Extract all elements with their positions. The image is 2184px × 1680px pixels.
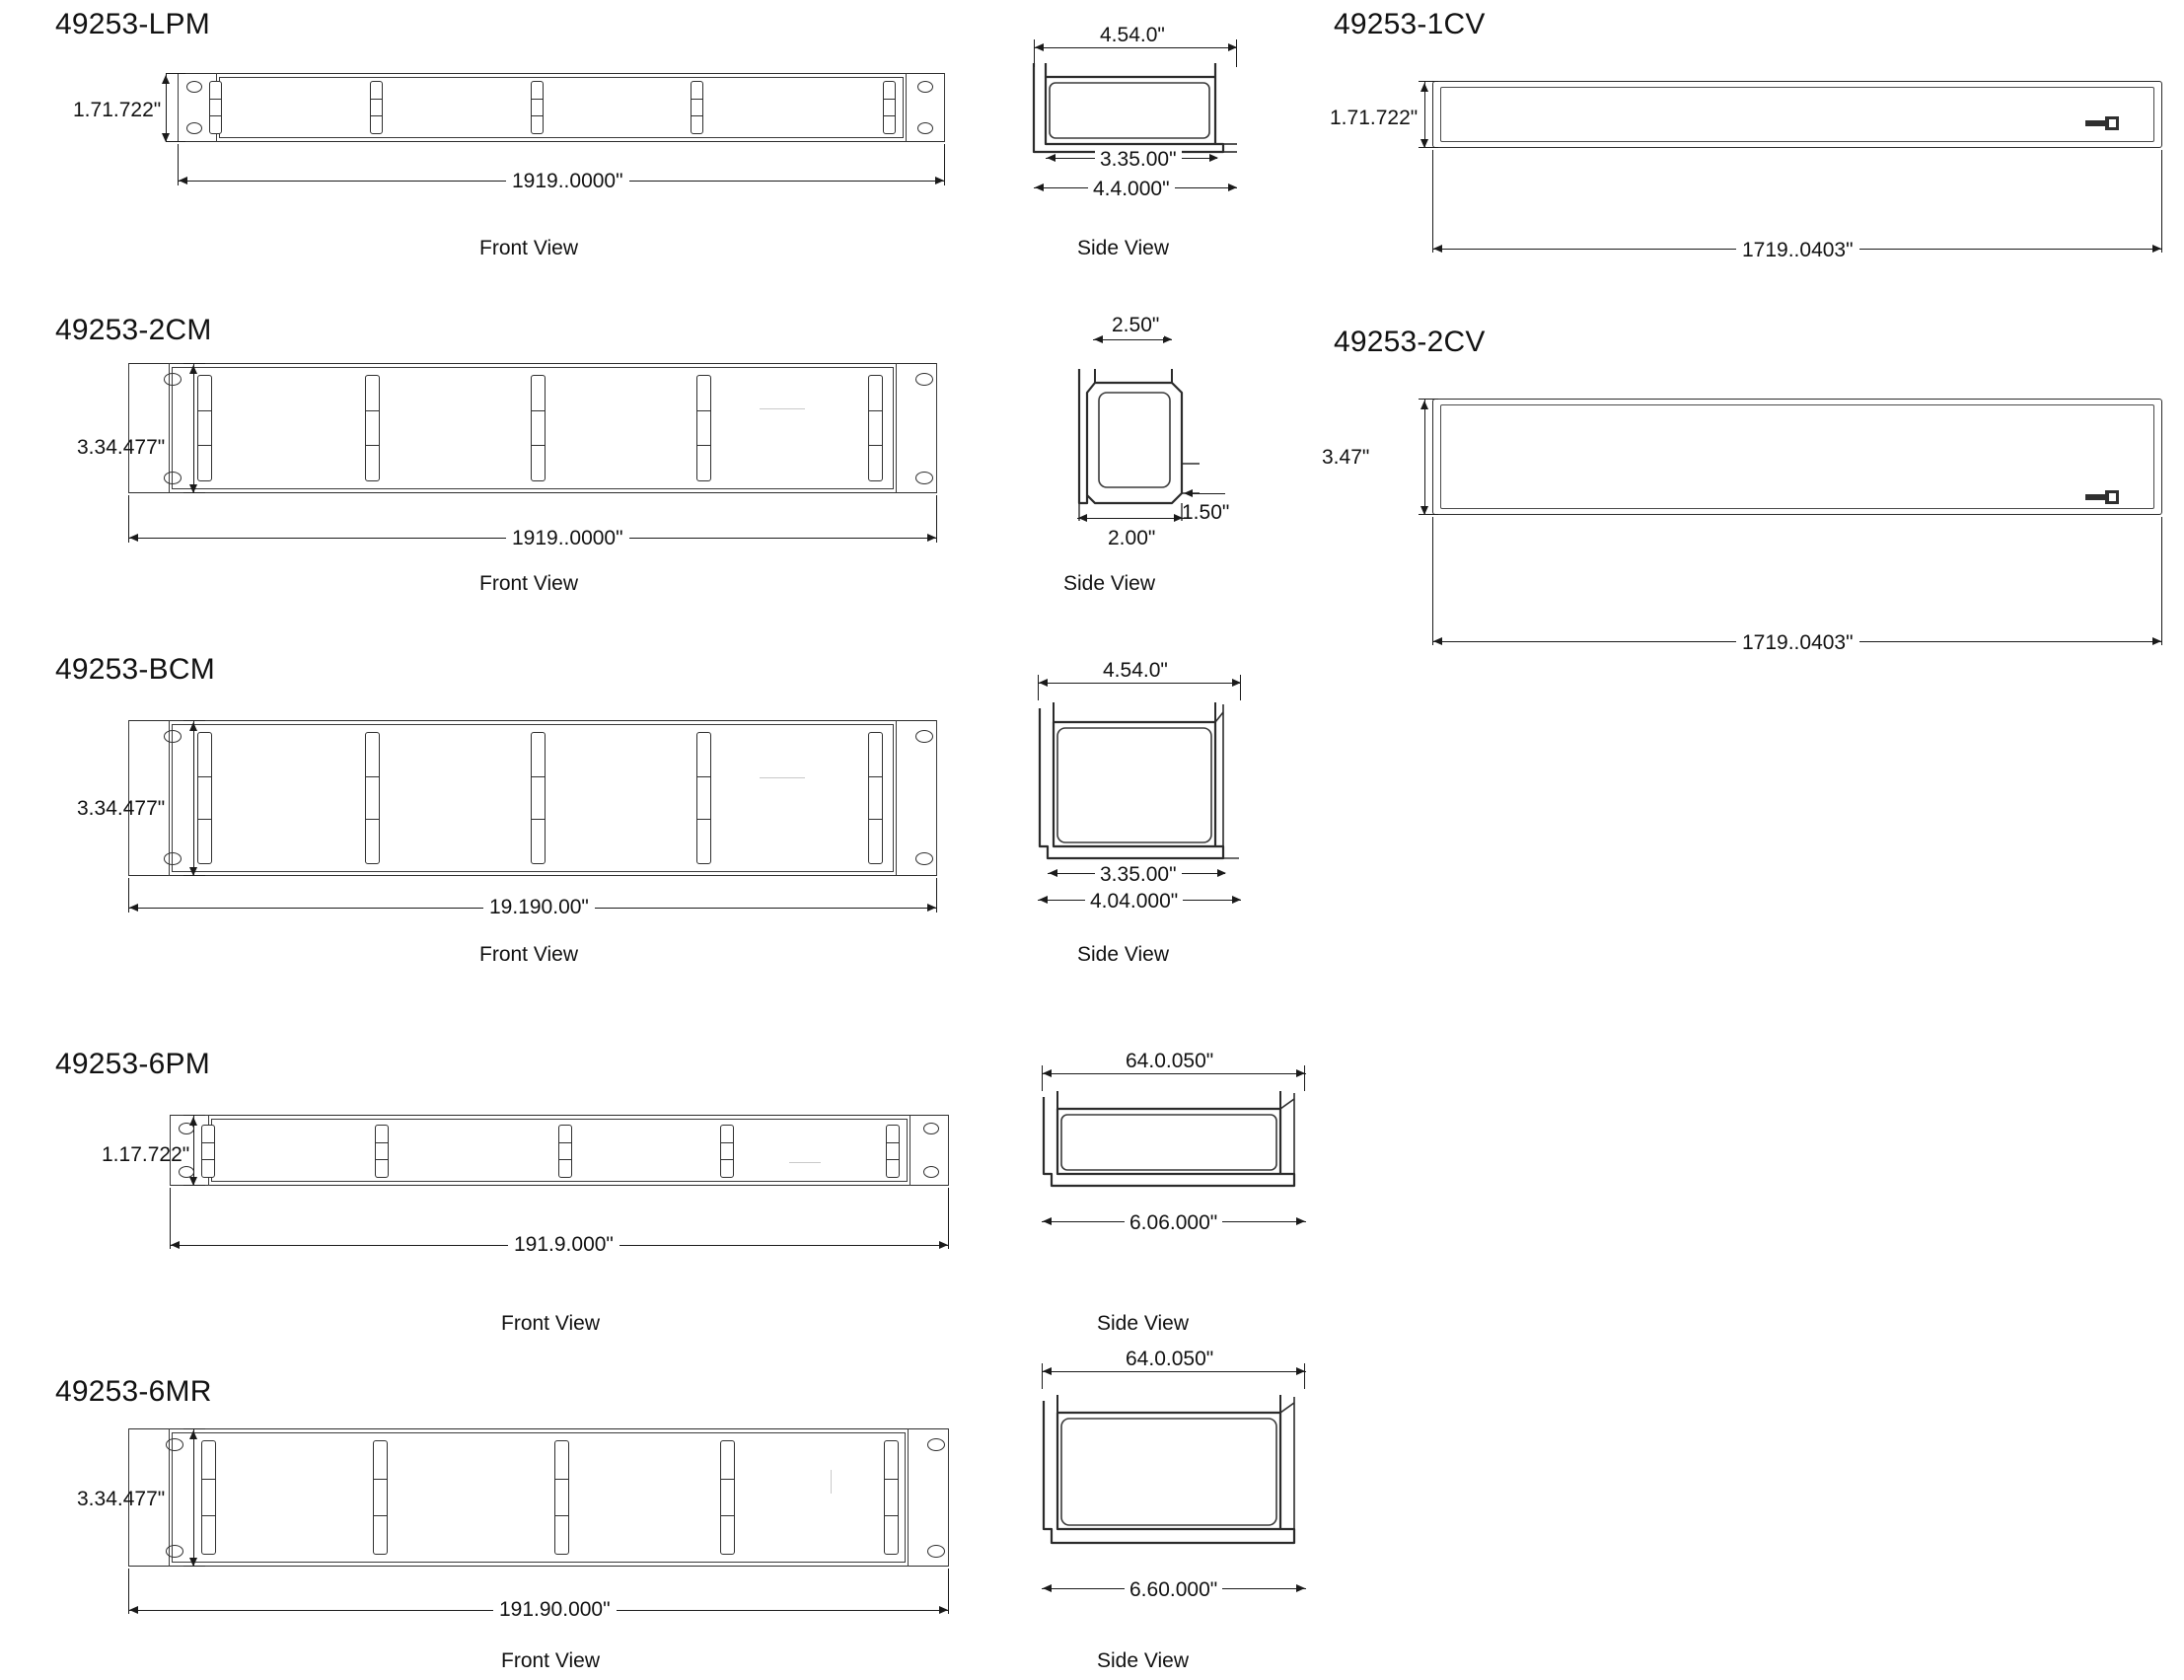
cable-slot [886, 1125, 900, 1178]
mount-hole [917, 81, 933, 93]
cable-slot [868, 375, 883, 481]
mount-hole [915, 472, 933, 484]
cable-slot [720, 1125, 734, 1178]
drawing-title-6pm: 49253-6PM [55, 1048, 210, 1080]
mount-hole [927, 1438, 945, 1451]
drawing-title-lpm: 49253-LPM [55, 8, 210, 40]
mount-hole [186, 81, 202, 93]
view-label-side-2cm: Side View [1063, 572, 1156, 595]
cable-slot [691, 81, 703, 134]
drawing-title-2cm: 49253-2CM [55, 314, 212, 346]
view-label-front-lpm: Front View [479, 237, 578, 259]
mount-hole [923, 1123, 939, 1134]
drawing-title-bcm: 49253-BCM [55, 653, 215, 686]
drawing-sheet: 49253-LPM 1.71.722" 1919..0000" Front View 4.54.0" 3.35.00" 4.4.000" Side View 49253-1CV 1.71.722" 1719..0403" 49253-2CM 3.34.477" 1919..0000" Front View 2.50" 1.50" 2.00" Side View 49253-2CV 3.47" 1719..0403" 49253-BCM 3.34.477" 19.190.00" Front View 4.54.0" 3.35.00" 4.04.000" Side View 49253-6PM 1.17.722" 191.9.000" Front View 64.0.050" 6.06.000" Side View 49253-6MR 3.34.477" 191.90.000" Front View 64.0.050" 6.60.000" Side View [0, 0, 2184, 1680]
cable-slot [531, 732, 546, 864]
cable-slot [373, 1440, 388, 1555]
view-label-side-bcm: Side View [1077, 943, 1170, 966]
cable-slot [370, 81, 383, 134]
cable-slot [531, 375, 546, 481]
mount-hole [923, 1166, 939, 1178]
view-label-side-6mr: Side View [1097, 1649, 1190, 1672]
mount-hole [927, 1545, 945, 1558]
mount-hole [917, 122, 933, 134]
cable-slot [197, 732, 212, 864]
cable-slot [209, 81, 222, 134]
view-label-front-6mr: Front View [501, 1649, 600, 1672]
mount-hole [186, 122, 202, 134]
cable-slot [197, 375, 212, 481]
cable-slot [554, 1440, 569, 1555]
cable-slot [884, 1440, 899, 1555]
view-label-front-bcm: Front View [479, 943, 578, 966]
cable-slot [201, 1125, 215, 1178]
drawing-title-2cv: 49253-2CV [1334, 326, 1486, 358]
mount-hole [915, 373, 933, 386]
cable-slot [531, 81, 544, 134]
cable-slot [558, 1125, 572, 1178]
cable-slot [696, 732, 711, 864]
cable-slot [365, 375, 380, 481]
cable-slot [696, 375, 711, 481]
view-label-side-6pm: Side View [1097, 1312, 1190, 1335]
latch-icon [2085, 114, 2121, 132]
cable-slot [883, 81, 896, 134]
cable-slot [365, 732, 380, 864]
cable-slot [720, 1440, 735, 1555]
cable-slot [868, 732, 883, 864]
cable-slot [375, 1125, 389, 1178]
mount-hole [915, 852, 933, 865]
drawing-title-1cv: 49253-1CV [1334, 8, 1486, 40]
view-label-side-lpm: Side View [1077, 237, 1170, 259]
latch-icon [2085, 488, 2121, 506]
drawing-title-6mr: 49253-6MR [55, 1375, 212, 1408]
view-label-front-6pm: Front View [501, 1312, 600, 1335]
mount-hole [915, 730, 933, 743]
view-label-front-2cm: Front View [479, 572, 578, 595]
cable-slot [201, 1440, 216, 1555]
